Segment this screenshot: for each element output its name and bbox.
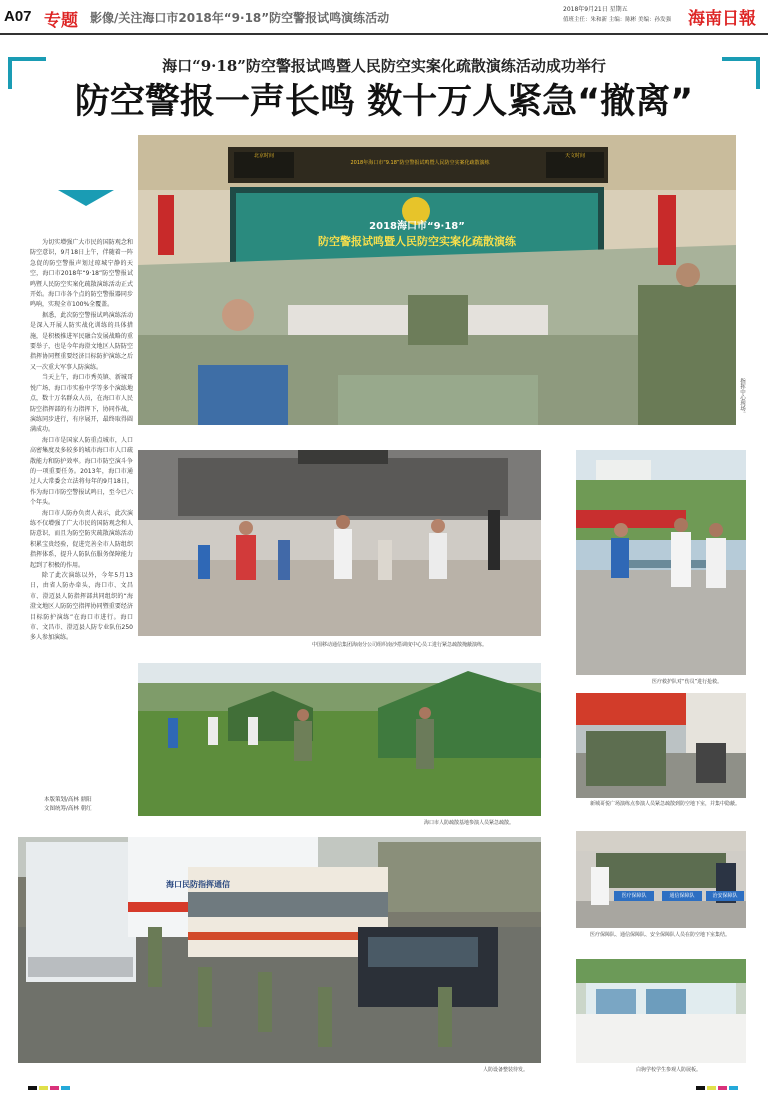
field-tents-caption: 海口市人防疏散基地参演人员紧急疏散。	[424, 820, 515, 826]
team-sign-medical: 医疗保障队	[614, 891, 654, 901]
support-teams-caption: 医疗保障队、通信保障队、安全保障队人员在防空地下室集结。	[590, 932, 731, 938]
article-paragraph: 除了此次演练以外，今年5月13日，由省人防办牵头，海口市、文昌市、澄迈县人防指挥部共同组织的“海澄文地区人防防空指挥协同暨重要经济目标防护演练”在海口市进行。海口市、文昌市、澄迈县人防专业队伍250多人参加演练。	[30, 572, 133, 642]
print-mark-magenta	[718, 1086, 727, 1090]
print-mark-cyan	[61, 1086, 70, 1090]
newspaper-masthead: 海南日報	[688, 9, 756, 29]
page-credits	[44, 796, 92, 814]
screen-subtitle: 防空警报试鸣暨人民防空实案化疏散演练	[318, 235, 516, 248]
employee-evacuation-photo	[138, 450, 541, 636]
print-mark-yellow	[39, 1086, 48, 1090]
students-exhibit-caption: 白驹学校学生参观人防展板。	[636, 1067, 702, 1073]
support-teams-photo	[576, 831, 746, 928]
print-mark-black	[696, 1086, 705, 1090]
article-paragraph: 为切实增强广大市民的国防观念和防空意识，9月18日上午，伴随着一阵急促的防空警报声划过琼城宁静的天空，海口市2018年“9·18”防空警报试鸣暨人民防空实案化疏散演练活动正式开始。海口市各个点的防空警报器同步鸣响，实现全市100%全覆盖。	[30, 239, 133, 309]
led-banner-text: 2018年海口市“9.18”防空警报试鸣暨人民防空实案化疏散演练	[350, 160, 490, 166]
page-header	[0, 0, 768, 38]
vehicles-caption: 人防设备整装待发。	[483, 1067, 529, 1073]
vehicles-photo	[18, 837, 541, 1063]
employee-evacuation-caption: 中国移动通信集团海南分公司组织南沙搭调度中心员工进行紧急疏散掩蔽演练。	[312, 642, 488, 648]
credit-line: 本版策划/高林 鼎阳	[44, 797, 92, 803]
print-mark-magenta	[50, 1086, 59, 1090]
section-label: 专题	[44, 11, 78, 31]
section-kicker: 影像/关注海口市2018年“9·18”防空警报试鸣演练活动	[90, 11, 390, 25]
arrow-marker-top	[58, 190, 114, 206]
page-number: A07	[4, 8, 32, 25]
medical-rescue-photo	[576, 450, 746, 675]
article-paragraph: 当天上午，海口市秀英镇、新城哥悦广场、海口市实验中学等多个演练地点，数十万名群众人员，在海口市人民防空指挥部的有力指挥下，协同作战，演练同步进行，有序展开，最终取得圆满成功。	[30, 374, 133, 434]
field-tents-photo	[138, 663, 541, 816]
article-body	[30, 238, 133, 644]
team-sign-comms: 通信保障队	[662, 891, 702, 901]
truck-label: 海口民防指挥通信	[166, 880, 230, 889]
article-paragraph: 海口市是国家人防重点城市，人口高密集度及多较多的城市海口市人口疏散能力和防护效率。海口市防空演斗争的一项重要任务。2013年，海口市通过人大常委会立法将每年的9月18日，作为海口市防空警报试鸣日，至今已六个年头。	[30, 436, 133, 507]
command-room-caption: 指挥中心现场。	[739, 378, 745, 417]
print-mark-yellow	[707, 1086, 716, 1090]
screen-title: 2018海口市“9·18”	[369, 221, 465, 232]
headline-title: 防空警报一声长鸣 数十万人紧急“撤离”	[74, 82, 694, 122]
editorial-staff: 值班主任：朱和新 主编：陈彬 美编：孙发强	[563, 17, 671, 23]
print-mark-cyan	[729, 1086, 738, 1090]
print-mark-black	[28, 1086, 37, 1090]
underground-shelter-caption: 新城哥悦广场演练点参演人员紧急疏散到防空地下室，并集中隐蔽。	[590, 801, 741, 807]
clock-label-astro: 天文时间	[564, 153, 585, 159]
credit-line: 文图统筹/高林 朝红	[44, 806, 92, 812]
article-paragraph: 据悉，此次防空警报试鸣演练活动是深入开展人防实战化训练的具体措施，是积极推进军民融合发展战略的重要举子，也是今年海澄文地区人防防空指挥协同暨重要经济目标防护演练之后又一次重大军事人防演练。	[30, 311, 133, 371]
medical-rescue-caption: 医疗救护队对“伤员”进行抢救。	[652, 679, 723, 685]
underground-shelter-photo	[576, 693, 746, 798]
team-sign-security: 治安保障队	[706, 891, 744, 901]
header-rule	[0, 33, 768, 35]
clock-label-beijing: 北京时间	[253, 153, 274, 159]
command-room-photo	[138, 135, 736, 425]
headline-subtitle: 海口“9·18”防空警报试鸣暨人民防空实案化疏散演练活动成功举行	[162, 57, 606, 75]
issue-date: 2018年9月21日 星期五	[563, 6, 628, 13]
students-exhibit-photo	[576, 959, 746, 1063]
article-paragraph: 海口市人防办负责人表示，此次演练不仅增强了广大市民的国防观念和人防意识，而且为防空防灾疏散演练活动积累宝贵经验，促进完善全市人防组织指挥体系，提升人防队伍服务保障能力起到了积极的作用。	[30, 509, 133, 569]
